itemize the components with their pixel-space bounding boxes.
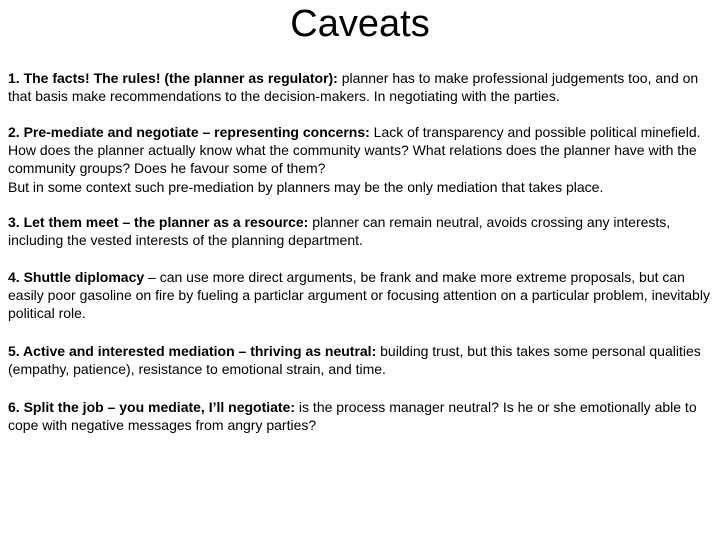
caveat-heading: 5. Active and interested mediation – thriving as neutral: [8, 343, 377, 359]
caveat-item-1 [8, 69, 718, 105]
slide-title: Caveats [290, 3, 430, 45]
caveat-note: But in some context such pre-mediation by planners may be the only mediation that takes place. [8, 179, 604, 195]
caveat-item-2 [8, 123, 718, 196]
caveat-text: building trust, but this takes some personal qualities (empathy, patience), resistance to emotional strain, and time. [8, 343, 701, 377]
caveat-item-3 [8, 213, 718, 249]
caveat-item-5 [8, 342, 718, 378]
caveat-heading: 4. Shuttle diplomacy [8, 269, 145, 285]
caveat-text: is the process manager neutral? Is he or she emotionally able to cope with negative messages from angry parties? [8, 399, 697, 433]
caveat-text: Lack of transparency and possible political minefield. How does the planner actually know what the community wants? What relations does the planner have with the community groups? Does he favour some of them? [8, 124, 701, 176]
caveat-heading: 2. Pre-mediate and negotiate – representing concerns: [8, 124, 370, 140]
caveat-text: planner has to make professional judgements too, and on that basis make recommendations to the decision-makers. In negotiating with the parties. [8, 70, 699, 104]
caveat-item-4 [8, 268, 718, 322]
caveat-text: planner can remain neutral, avoids crossing any interests, including the vested interests of the planning department. [8, 214, 671, 248]
caveat-heading: 3. Let them meet – the planner as a resource: [8, 214, 309, 230]
caveat-heading: 6. Split the job – you mediate, I’ll negotiate: [8, 399, 296, 415]
caveat-item-6 [8, 398, 718, 434]
caveat-heading: 1. The facts! The rules! (the planner as regulator): [8, 70, 338, 86]
caveat-list [8, 69, 718, 453]
caveat-text: – can use more direct arguments, be frank and make more extreme proposals, but can easily poor gasoline on fire by fueling a particlar argument or focusing attention on a particular problem, inevitably political role. [8, 269, 710, 321]
